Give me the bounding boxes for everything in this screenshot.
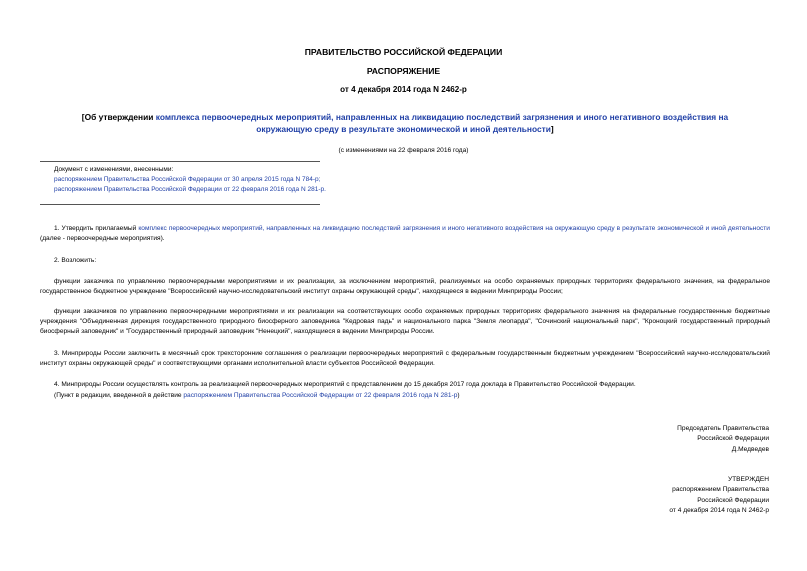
approval-block [669, 475, 769, 516]
paragraph-4-edition-note [40, 391, 770, 401]
paragraph-1-link[interactable]: комплекс первоочередных мероприятий, направленных на ликвидацию последствий загрязнения и иного негативного воздействия на окружающую среду в результате экономической и иной деятельности [138, 225, 770, 232]
amendment-link-2[interactable]: распоряжением Правительства Российской Федерации от 22 февраля 2016 года N 281-р. [54, 186, 326, 194]
document-date-number: от 4 декабря 2014 года N 2462-р [340, 85, 467, 94]
approval-line-3: Российской Федерации [697, 496, 769, 504]
government-heading: ПРАВИТЕЛЬСТВО РОССИЙСКОЙ ФЕДЕРАЦИИ [304, 47, 503, 57]
paragraph-1 [40, 224, 770, 244]
paragraph-3: 3. Минприроды России заключить в месячный срок трехсторонние соглашения о реализации первоочередных мероприятий с федеральным государственным бюджетным учреждением "Всероссийский научно-исследовательский институт охраны окружающей среды" и соответствующими органами исполнительной власти субъектов Российской Федерации. [40, 350, 770, 368]
paragraph-2-item-2: функции заказчиков по управлению первоочередными мероприятиями и их реализации на соответствующих особо охраняемых природных территориях федерального значения на федеральные государственные бюджетные учреждения "Объединенная дирекция государственного природного биосферного заповедника "Кедровая падь" и национального парка "Земля леопарда", "Сочинский национальный парк", "Кроноцкий государственный природный биосферный заповедник" и "Государственный природный заповедник "Ненецкий", находящиеся в ведении Минприроды России. [40, 308, 770, 336]
title-prefix: [Об утверждении [81, 112, 156, 122]
edition-note-text: (Пункт в редакции, введенной в действие [54, 392, 184, 399]
title-link[interactable]: комплекса первоочередных мероприятий, направленных на ликвидацию последствий загрязнения и иного негативного воздействия на окружающую среду в результате экономической и иной деятельности [155, 112, 729, 134]
edition-note-tail: ) [457, 392, 460, 399]
document-title [80, 112, 730, 135]
paragraph-2: 2. Возложить: [54, 257, 97, 264]
changes-note: (с изменениями на 22 февраля 2016 года) [338, 147, 469, 154]
signature-name: Д.Медведев [731, 445, 769, 453]
paragraph-4: 4. Минприроды России осуществлять контроль за реализацией первоочередных мероприятий с представлением до 15 декабря 2017 года доклада в Правительство Российской Федерации. [54, 381, 636, 388]
paragraph-2-item-1: функции заказчика по управлению первоочередными мероприятиями и их реализации, за исключением мероприятий, реализуемых на особо охраняемых природных территориях федерального значения, на федеральное государственное бюджетное учреждение "Всероссийский научно-исследовательский институт охраны окружающей среды", находящееся в ведении Минприроды России; [40, 278, 770, 296]
approval-heading: УТВЕРЖДЕН [727, 476, 769, 483]
paragraph-1-text: 1. Утвердить прилагаемый [54, 225, 139, 232]
approval-line-4: от 4 декабря 2014 года N 2462-р [669, 506, 769, 514]
amendment-link-1[interactable]: распоряжением Правительства Российской Федерации от 30 апреля 2015 года N 784-р; [54, 176, 321, 184]
approval-line-2: распоряжением Правительства [672, 486, 769, 494]
signature-block [677, 424, 769, 455]
document-type-heading: РАСПОРЯЖЕНИЕ [366, 66, 441, 76]
amendments-top-divider [40, 161, 320, 162]
signature-position: Председатель Правительства [677, 425, 769, 432]
paragraph-1-tail: (далее - первоочередные мероприятия). [40, 235, 165, 243]
amendments-bottom-divider [40, 204, 320, 205]
amendments-box [54, 165, 326, 196]
amendments-intro: Документ с изменениями, внесенными: [54, 166, 174, 173]
edition-note-link[interactable]: распоряжением Правительства Российской Федерации от 22 февраля 2016 года N 281-р [183, 392, 458, 399]
signature-country: Российской Федерации [697, 435, 769, 443]
title-suffix: ] [550, 123, 554, 134]
